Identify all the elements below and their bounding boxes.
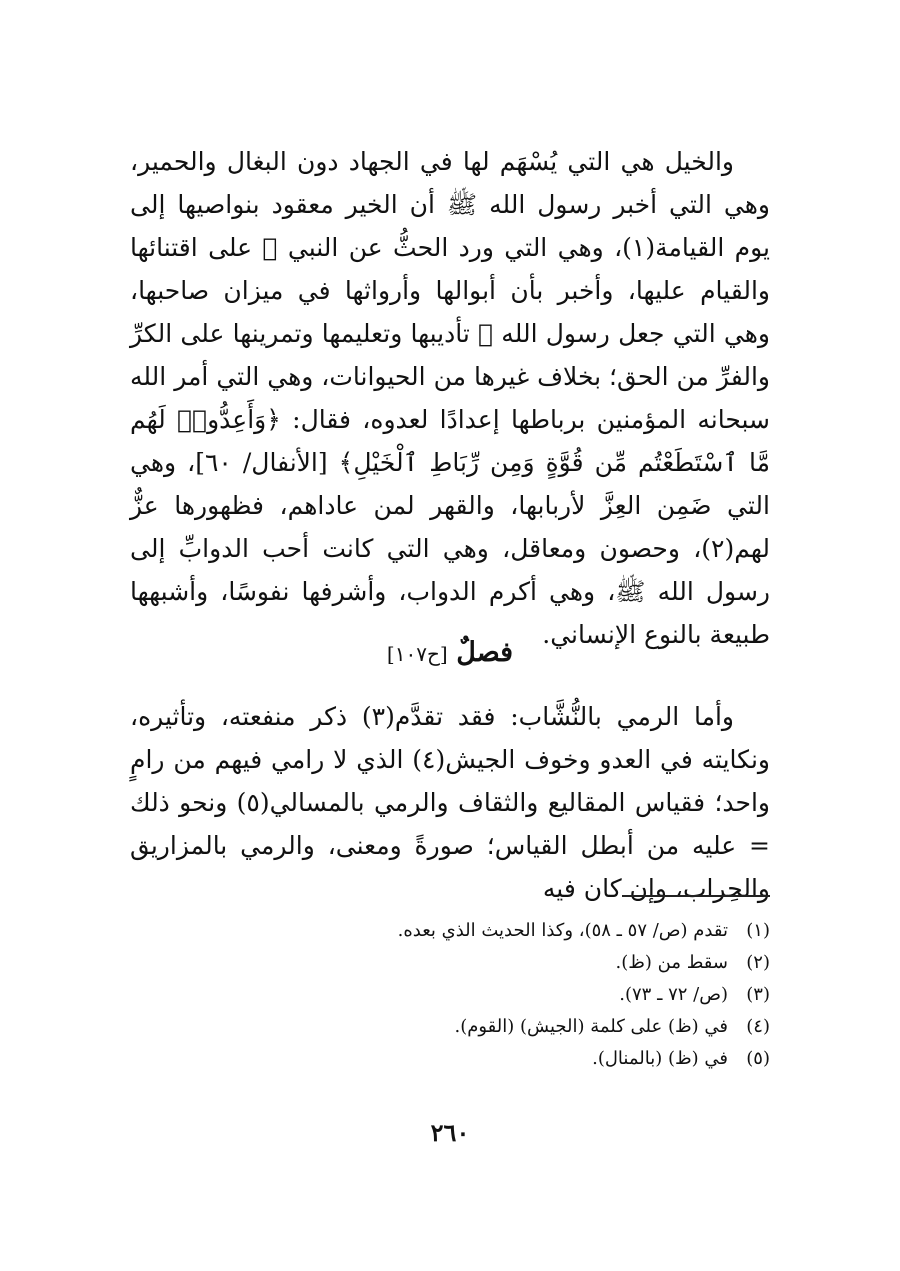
- section-reference: [ح١٠٧]: [386, 642, 448, 666]
- footnote-text: في (ظ) على كلمة (الجيش) (القوم).: [454, 1016, 728, 1037]
- footnote-item: [130, 1011, 770, 1043]
- main-text-block: [130, 140, 770, 656]
- footnotes-list: [130, 915, 770, 1075]
- footnote-divider: [622, 895, 770, 897]
- page-number: ٢٦٠: [430, 1118, 470, 1147]
- footnote-text: في (ظ) (بالمنال).: [592, 1048, 728, 1069]
- footnote-number: (٢): [746, 952, 770, 973]
- paragraph-horses: والخيل هي التي يُسْهَم لها في الجهاد دون البغال والحمير، وهي التي أخبر رسول الله ﷺ أن الخير معقود بنواصيها إلى يوم القيامة(١)، وهي التي ورد الحثُّ عن النبي ﷺ على اقتنائها والقيام عليها، وأخبر بأن أبوالها وأرواثها في ميزان صاحبها، وهي التي جعل رسول الله ﷺ تأديبها وتعليمها وتمرينها على الكرِّ والفرِّ من الحق؛ بخلاف غيرها من الحيوانات، وهي التي أمر الله سبحانه المؤمنين برباطها إعدادًا لعدوه، فقال: ﴿وَأَعِدُّوا۟ لَهُم مَّا ٱسْتَطَعْتُم مِّن قُوَّةٍ وَمِن رِّبَاطِ ٱلْخَيْلِ﴾ [الأنفال/ ٦٠]، وهي التي ضَمِن العِزَّ لأربابها، والقهر لمن عاداهم، فظهورها عزٌّ لهم(٢)، وحصون ومعاقل، وهي التي كانت أحب الدوابِّ إلى رسول الله ﷺ، وهي أكرم الدواب، وأشرفها نفوسًا، وأشبهها طبيعة بالنوع الإنساني.: [130, 147, 771, 649]
- footnote-text: (ص/ ٧٢ ـ ٧٣).: [619, 984, 728, 1005]
- second-text-block: [130, 695, 770, 910]
- section-title: فصلٌ: [456, 637, 514, 668]
- paragraph-archery: وأما الرمي بالنُّشَّاب: فقد تقدَّم(٣) ذكر منفعته، وتأثيره، ونكايته في العدو وخوف الجيش(٤) الذي لا رامي فيهم من رامٍ واحد؛ فقياس المقاليع والثقاف والرمي بالمسالي(٥) ونحو ذلك = عليه من أبطل القياس؛ صورةً ومعنى، والرمي بالمزاريق والحِراب، وإن كان فيه: [130, 702, 770, 903]
- footnote-text: تقدم (ص/ ٥٧ ـ ٥٨)، وكذا الحديث الذي بعده.: [397, 920, 728, 941]
- footnote-number: (٤): [746, 1016, 770, 1037]
- footnote-item: [130, 979, 770, 1011]
- footnote-text: سقط من (ظ).: [615, 952, 728, 973]
- footnote-number: (٣): [746, 984, 770, 1005]
- footnote-number: (٥): [746, 1048, 770, 1069]
- footnote-number: (١): [746, 920, 770, 941]
- footnote-item: [130, 1043, 770, 1075]
- footnote-item: [130, 947, 770, 979]
- footnote-item: [130, 915, 770, 947]
- section-heading: [130, 633, 770, 674]
